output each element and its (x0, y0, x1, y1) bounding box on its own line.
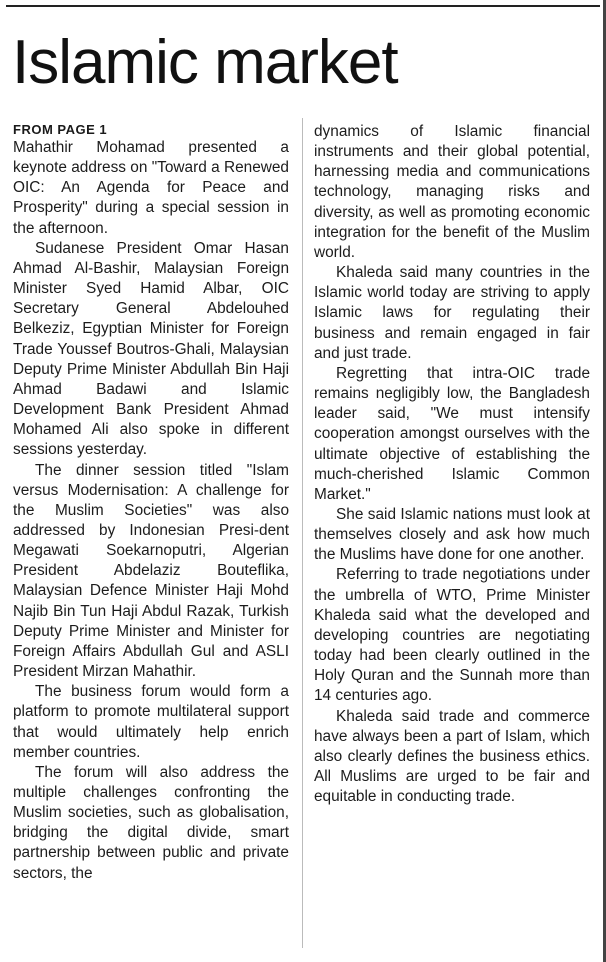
column-divider (302, 118, 303, 948)
paragraph: Regretting that intra-OIC trade remains negligibly low, the Bangladesh leader said, "We must intensify cooperation amongst ourselves with the ultimate objective of establishing the much-cherished Islamic Common Market." (314, 364, 590, 503)
paragraph: She said Islamic nations must look at themselves closely and ask how much the Muslims have done for one another. (314, 505, 590, 564)
left-column (13, 122, 289, 884)
kicker: FROM PAGE 1 (13, 122, 108, 137)
paragraph: Khaleda said many countries in the Islamic world today are striving to apply Islamic laws for regulating their business and remain engaged in fair and just trade. (314, 264, 590, 362)
paragraph: Khaleda said trade and commerce have always been a part of Islam, which also clearly defines the business ethics. All Muslims are urged to be fair and equitable in conducting trade. (314, 707, 590, 806)
paragraph: Sudanese President Omar Hasan Ahmad Al-Bashir, Malaysian Foreign Minister Syed Hamid Albar, OIC Secretary General Abdelouhed Belkeziz, Egyptian Minister for Foreign Trade Youssef Boutros-Ghali, Malaysian Deputy Prime Minister Abdullah Bin Haji Ahmad Badawi and Islamic Development Bank President Ahmad Mohamed Ali also spoke in different sessions yesterday. (13, 239, 289, 459)
paragraph: Mahathir Mohamad presented a keynote address on "Toward a Renewed OIC: An Agenda for Peace and Prosperity" during a special session in the afternoon. (13, 139, 289, 237)
right-column (314, 122, 590, 807)
headline: Islamic market (12, 28, 398, 97)
top-rule (6, 5, 600, 7)
paragraph: Referring to trade negotiations under the umbrella of WTO, Prime Minister Khaleda said what the developed and developing countries are negotiating today had been clearly outlined in the Holy Quran and the Sunnah more than 14 centuries ago. (314, 566, 590, 705)
paragraph: dynamics of Islamic financial instruments and their global potential, harnessing media and communications technology, managing risks and diversity, as well as promoting economic integration for the benefit of the Muslim world. (314, 123, 590, 261)
paragraph: The forum will also address the multiple challenges confronting the Muslim societies, such as globalisation, bridging the digital divide, smart partnership between public and private sectors, the (13, 763, 289, 882)
paragraph: The dinner session titled "Islam versus Modernisation: A challenge for the Muslim Societies" was also addressed by Indonesian Presi-dent Megawati Soekarnoputri, Algerian President Abdelaziz Bouteflika, Malaysian Defence Minister Haji Mohd Najib Bin Tun Haji Abdul Razak, Turkish Deputy Prime Minister and Minister for Foreign Affairs Abdullah Gul and ASLI President Mirzan Mahathir. (13, 461, 289, 681)
paragraph: The business forum would form a platform to promote multilateral support that would ultimately help enrich member countries. (13, 683, 289, 761)
